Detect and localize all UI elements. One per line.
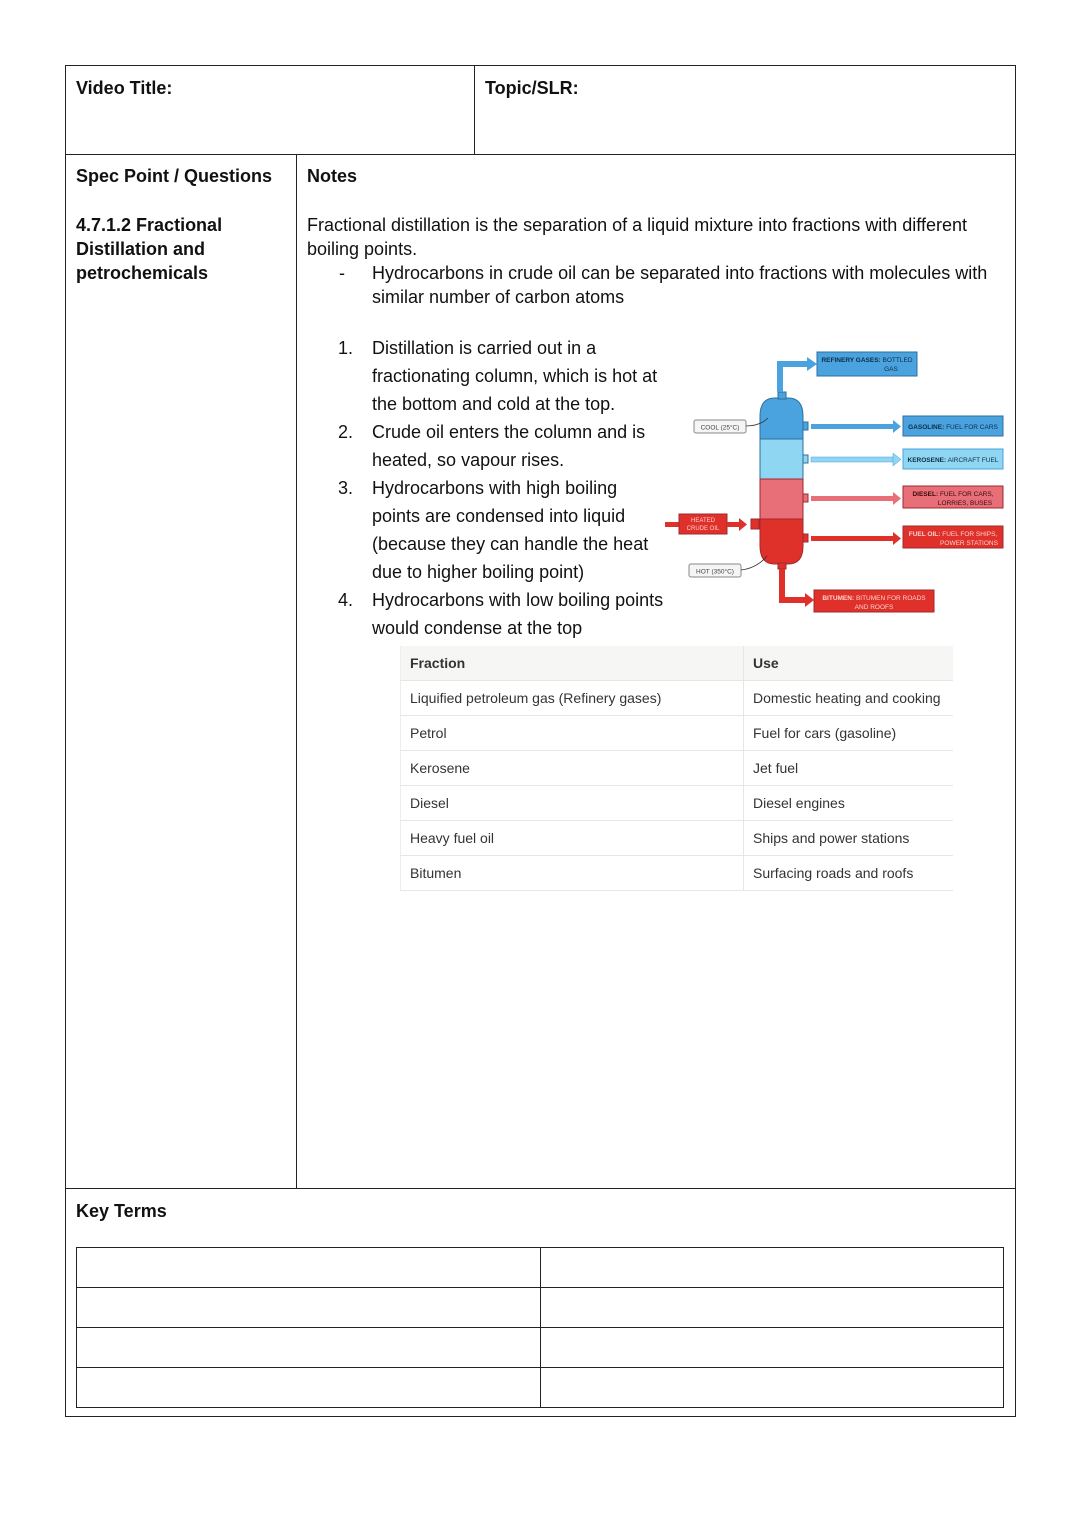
output-label-line2: AND ROOFS — [854, 604, 894, 611]
fractionating-column-diagram — [665, 346, 1011, 616]
arrow-icon — [893, 532, 901, 545]
column-upper-section — [760, 439, 803, 479]
column — [760, 392, 803, 569]
refinery-gas-pipe — [780, 364, 807, 392]
header-row — [66, 66, 1015, 155]
arrow-icon — [739, 518, 747, 531]
fuel-oil-pipe — [811, 536, 893, 541]
spec-point-line: Distillation and — [76, 239, 206, 259]
key-term-cell[interactable] — [77, 1248, 541, 1288]
bitumen-pipe — [782, 569, 805, 600]
key-terms-heading: Key Terms — [76, 1201, 167, 1221]
diesel-pipe — [811, 496, 893, 501]
column-lower-section — [760, 479, 803, 519]
notes-intro-block — [307, 213, 1005, 309]
use-cell: Diesel engines — [744, 786, 954, 821]
spec-heading: Spec Point / Questions — [76, 166, 273, 186]
table-row — [401, 751, 954, 786]
output-label: KEROSENE: AIRCRAFT FUEL — [907, 457, 999, 464]
output-label: REFINERY GASES: BOTTLED — [821, 357, 913, 364]
hot-label: HOT (350°C) — [696, 568, 734, 576]
use-cell: Fuel for cars (gasoline) — [744, 716, 954, 751]
step-item — [338, 586, 668, 642]
column-header: Fraction — [401, 646, 744, 681]
use-cell: Surfacing roads and roofs — [744, 856, 954, 891]
use-cell: Jet fuel — [744, 751, 954, 786]
input-label: HEATED — [691, 518, 715, 524]
steps-list — [338, 334, 668, 642]
gasoline-pipe — [811, 424, 893, 429]
input-label: CRUDE OIL — [686, 526, 720, 532]
fraction-cell: Petrol — [401, 716, 744, 751]
use-cell: Domestic heating and cooking — [744, 681, 954, 716]
output-label: GASOLINE: FUEL FOR CARS — [908, 424, 998, 431]
fraction-cell: Heavy fuel oil — [401, 821, 744, 856]
notes-column — [297, 154, 1015, 1188]
key-term-row — [77, 1368, 1004, 1408]
column-header: Use — [744, 646, 954, 681]
definition-cell[interactable] — [540, 1248, 1004, 1288]
notes-intro: Fractional distillation is the separation of a liquid mixture into fractions with different boiling points. — [307, 215, 967, 259]
step-item — [338, 418, 668, 474]
fraction-cell: Diesel — [401, 786, 744, 821]
arrow-icon — [805, 593, 814, 607]
arrow-icon — [893, 492, 901, 505]
topic-label: Topic/SLR: — [485, 78, 579, 98]
step-item — [338, 474, 668, 586]
column-top-section — [760, 398, 803, 439]
video-title-cell[interactable] — [66, 66, 475, 154]
fraction-use-table — [400, 646, 953, 891]
arrow-icon — [893, 453, 901, 466]
fraction-cell: Liquified petroleum gas (Refinery gases) — [401, 681, 744, 716]
arrow-icon — [893, 420, 901, 433]
step-text: Distillation is carried out in a fractionating column, which is hot at the bottom and cold at the top. — [372, 338, 658, 414]
step-number: 1. — [338, 338, 354, 358]
table-row — [401, 856, 954, 891]
table-row — [401, 716, 954, 751]
key-term-row — [77, 1248, 1004, 1288]
note-sheet — [65, 65, 1016, 1417]
output-label-box — [817, 352, 917, 376]
arrow-icon — [807, 357, 817, 371]
cool-label: COOL (25°C) — [700, 424, 740, 432]
spec-point-line: petrochemicals — [76, 263, 209, 283]
table-row — [401, 786, 954, 821]
notes-bullet — [339, 261, 1005, 309]
definition-cell[interactable] — [540, 1368, 1004, 1408]
key-terms-section — [66, 1188, 1015, 1416]
definition-cell[interactable] — [540, 1328, 1004, 1368]
table-header-row — [401, 646, 954, 681]
dash-marker: - — [339, 263, 345, 283]
step-number: 2. — [338, 422, 354, 442]
fraction-cell: Kerosene — [401, 751, 744, 786]
video-title-label: Video Title: — [76, 78, 173, 98]
use-cell: Ships and power stations — [744, 821, 954, 856]
topic-cell[interactable] — [475, 66, 1015, 154]
output-label-line2: LORRIES, BUSES — [937, 500, 993, 507]
table-row — [401, 821, 954, 856]
step-number: 3. — [338, 478, 354, 498]
output-label: DIESEL: FUEL FOR CARS, — [912, 491, 994, 498]
key-term-row — [77, 1288, 1004, 1328]
kerosene-pipe — [811, 457, 893, 462]
output-label: BITUMEN: BITUMEN FOR ROADS — [822, 595, 926, 602]
fraction-cell: Bitumen — [401, 856, 744, 891]
output-label-line2: GAS — [884, 366, 898, 373]
key-term-cell[interactable] — [77, 1288, 541, 1328]
key-term-cell[interactable] — [77, 1368, 541, 1408]
key-term-row — [77, 1328, 1004, 1368]
step-text: Hydrocarbons with high boiling points are condensed into liquid (because they can handle the heat due to higher boiling point) — [372, 478, 649, 582]
notes-heading: Notes — [307, 166, 358, 186]
bullet-text: Hydrocarbons in crude oil can be separated into fractions with molecules with similar number of carbon atoms — [372, 263, 988, 307]
output-label-line2: POWER STATIONS — [940, 540, 998, 547]
step-number: 4. — [338, 590, 354, 610]
crude-oil-pipe-in — [665, 522, 679, 527]
spec-point-line: 4.7.1.2 Fractional — [76, 215, 223, 235]
output-label: FUEL OIL: FUEL FOR SHIPS, — [908, 531, 998, 538]
key-term-cell[interactable] — [77, 1328, 541, 1368]
step-item — [338, 334, 668, 418]
spec-column — [66, 154, 297, 1188]
step-text: Hydrocarbons with low boiling points would condense at the top — [372, 590, 664, 638]
spec-point — [76, 213, 286, 285]
definition-cell[interactable] — [540, 1288, 1004, 1328]
step-text: Crude oil enters the column and is heated, so vapour rises. — [372, 422, 646, 470]
table-row — [401, 681, 954, 716]
key-terms-grid — [76, 1247, 1004, 1408]
